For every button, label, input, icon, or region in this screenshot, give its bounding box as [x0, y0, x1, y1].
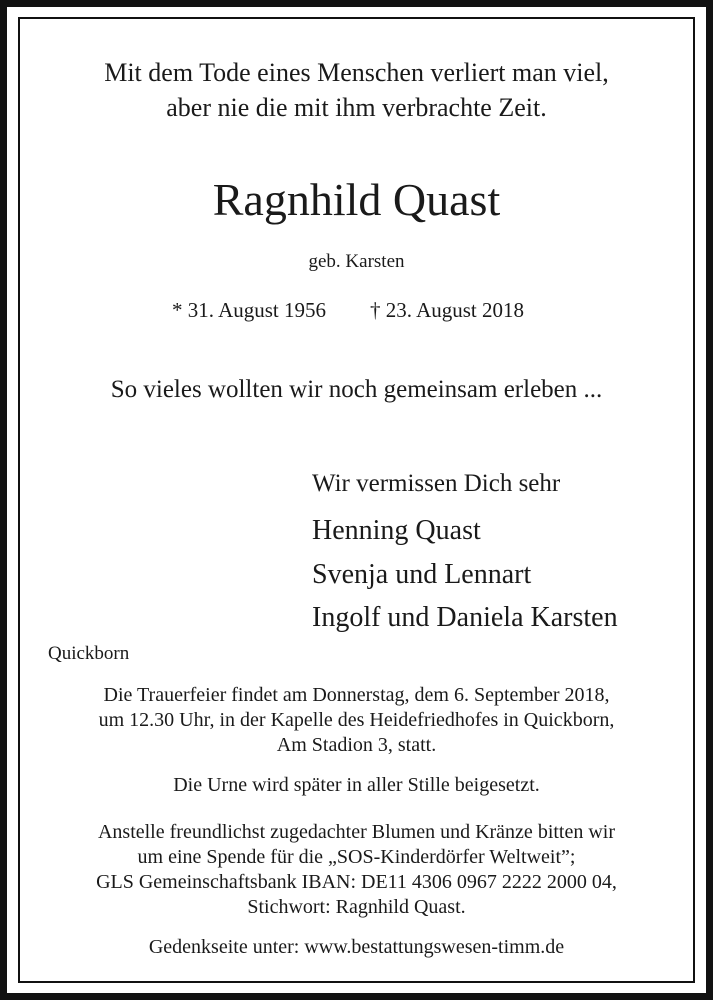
maiden-name: geb. Karsten [308, 251, 405, 272]
memorial-page: Gedenkseite unter: www.bestattungswesen-timm.de [148, 936, 565, 958]
donation-line-3: GLS Gemeinschaftsbank IBAN: DE11 4306 0967 2222 2000 04, [96, 871, 617, 893]
donation-line-2: um eine Spende für die „SOS-Kinderdörfer Weltweit”; [137, 846, 576, 868]
motto-line-2: aber nie die mit ihm verbrachte Zeit. [166, 93, 547, 122]
birth-date: * 31. August 1956 [172, 298, 327, 322]
deceased-name: Ragnhild Quast [212, 174, 501, 225]
motto-line-1: Mit dem Tode eines Menschen verliert man viel, [104, 58, 609, 87]
place: Quickborn [48, 643, 130, 664]
urn-note: Die Urne wird später in aller Stille beigesetzt. [173, 774, 540, 796]
death-date: † 23. August 2018 [370, 298, 525, 322]
mourner-3: Ingolf und Daniela Karsten [312, 602, 618, 633]
donation-line-1: Anstelle freundlichst zugedachter Blumen und Kränze bitten wir [97, 821, 616, 843]
donation-line-4: Stichwort: Ragnhild Quast. [247, 896, 466, 918]
ceremony-line-1: Die Trauerfeier findet am Donnerstag, dem 6. September 2018, [103, 684, 610, 706]
ceremony-line-3: Am Stadion 3, statt. [276, 734, 437, 756]
miss-line: Wir vermissen Dich sehr [312, 470, 561, 497]
ceremony-line-2: um 12.30 Uhr, in der Kapelle des Heidefriedhofes in Quickborn, [98, 709, 615, 731]
mourner-1: Henning Quast [312, 515, 481, 546]
quote: So vieles wollten wir noch gemeinsam erleben ... [110, 376, 603, 403]
mourner-2: Svenja und Lennart [312, 559, 532, 590]
